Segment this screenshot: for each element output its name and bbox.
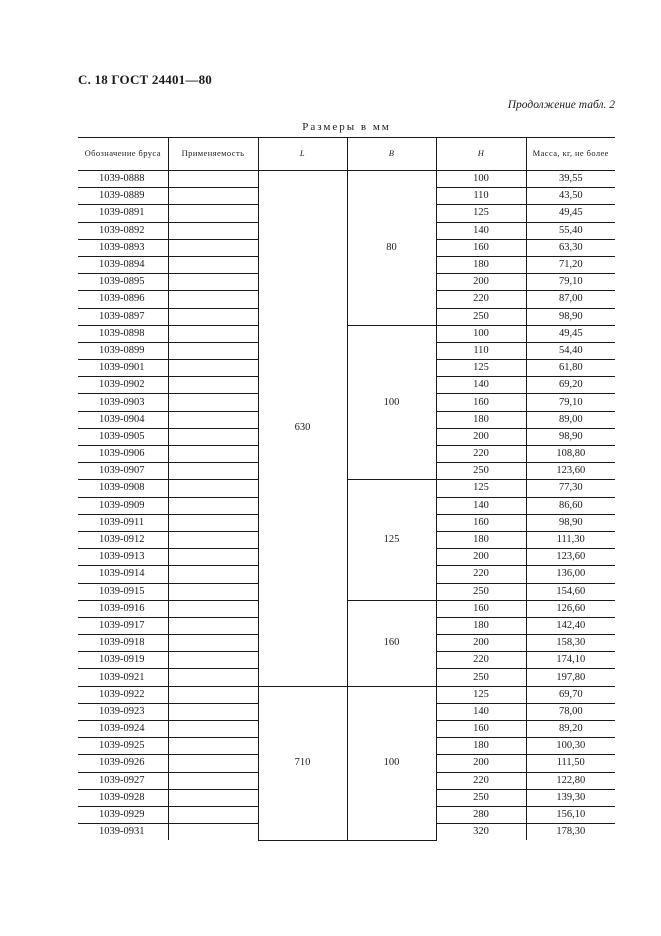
designation-cell: 1039-0904 xyxy=(78,411,168,428)
usage-cell xyxy=(168,806,258,823)
designation-cell: 1039-0918 xyxy=(78,635,168,652)
height-cell: 250 xyxy=(436,463,526,480)
table-row xyxy=(78,686,615,703)
mass-cell: 78,00 xyxy=(526,703,615,720)
height-cell: 100 xyxy=(436,171,526,188)
mass-cell: 111,50 xyxy=(526,755,615,772)
usage-cell xyxy=(168,703,258,720)
mass-cell: 49,45 xyxy=(526,205,615,222)
mass-cell: 54,40 xyxy=(526,342,615,359)
dimensions-table xyxy=(78,137,615,841)
designation-cell: 1039-0906 xyxy=(78,446,168,463)
designation-cell: 1039-0931 xyxy=(78,824,168,841)
usage-cell xyxy=(168,755,258,772)
designation-cell: 1039-0891 xyxy=(78,205,168,222)
usage-cell xyxy=(168,566,258,583)
table-row xyxy=(78,325,615,342)
designation-cell: 1039-0898 xyxy=(78,325,168,342)
usage-cell xyxy=(168,583,258,600)
designation-cell: 1039-0894 xyxy=(78,256,168,273)
height-cell: 220 xyxy=(436,652,526,669)
usage-cell xyxy=(168,669,258,686)
table-row xyxy=(78,171,615,188)
usage-cell xyxy=(168,411,258,428)
designation-cell: 1039-0919 xyxy=(78,652,168,669)
length-cell: 630 xyxy=(258,171,347,687)
designation-cell: 1039-0902 xyxy=(78,377,168,394)
mass-cell: 77,30 xyxy=(526,480,615,497)
designation-cell: 1039-0908 xyxy=(78,480,168,497)
usage-cell xyxy=(168,239,258,256)
height-cell: 160 xyxy=(436,239,526,256)
usage-cell xyxy=(168,446,258,463)
height-cell: 140 xyxy=(436,703,526,720)
height-cell: 125 xyxy=(436,686,526,703)
mass-cell: 98,90 xyxy=(526,514,615,531)
usage-cell xyxy=(168,394,258,411)
height-cell: 180 xyxy=(436,256,526,273)
usage-cell xyxy=(168,721,258,738)
header-height: H xyxy=(436,138,526,171)
usage-cell xyxy=(168,480,258,497)
mass-cell: 98,90 xyxy=(526,308,615,325)
usage-cell xyxy=(168,428,258,445)
mass-cell: 89,20 xyxy=(526,721,615,738)
usage-cell xyxy=(168,291,258,308)
designation-cell: 1039-0926 xyxy=(78,755,168,772)
height-cell: 280 xyxy=(436,806,526,823)
designation-cell: 1039-0893 xyxy=(78,239,168,256)
height-cell: 220 xyxy=(436,291,526,308)
designation-cell: 1039-0892 xyxy=(78,222,168,239)
height-cell: 140 xyxy=(436,497,526,514)
mass-cell: 158,30 xyxy=(526,635,615,652)
height-cell: 220 xyxy=(436,772,526,789)
designation-cell: 1039-0913 xyxy=(78,549,168,566)
height-cell: 320 xyxy=(436,824,526,841)
height-cell: 250 xyxy=(436,669,526,686)
designation-cell: 1039-0889 xyxy=(78,188,168,205)
designation-cell: 1039-0912 xyxy=(78,531,168,548)
mass-cell: 123,60 xyxy=(526,463,615,480)
table-row xyxy=(78,600,615,617)
mass-cell: 69,70 xyxy=(526,686,615,703)
page-header: С. 18 ГОСТ 24401—80 xyxy=(78,72,212,87)
height-cell: 160 xyxy=(436,394,526,411)
mass-cell: 139,30 xyxy=(526,789,615,806)
height-cell: 220 xyxy=(436,566,526,583)
mass-cell: 79,10 xyxy=(526,394,615,411)
mass-cell: 98,90 xyxy=(526,428,615,445)
designation-cell: 1039-0897 xyxy=(78,308,168,325)
usage-cell xyxy=(168,772,258,789)
height-cell: 250 xyxy=(436,583,526,600)
designation-cell: 1039-0929 xyxy=(78,806,168,823)
height-cell: 180 xyxy=(436,617,526,634)
usage-cell xyxy=(168,308,258,325)
designation-cell: 1039-0907 xyxy=(78,463,168,480)
table-continuation-note: Продолжение табл. 2 xyxy=(507,99,615,111)
usage-cell xyxy=(168,824,258,841)
mass-cell: 71,20 xyxy=(526,256,615,273)
usage-cell xyxy=(168,635,258,652)
height-cell: 100 xyxy=(436,325,526,342)
height-cell: 180 xyxy=(436,411,526,428)
mass-cell: 197,80 xyxy=(526,669,615,686)
width-cell: 80 xyxy=(347,171,436,326)
width-cell: 100 xyxy=(347,325,436,480)
width-cell: 160 xyxy=(347,600,436,686)
mass-cell: 69,20 xyxy=(526,377,615,394)
mass-cell: 156,10 xyxy=(526,806,615,823)
designation-cell: 1039-0917 xyxy=(78,617,168,634)
mass-cell: 86,60 xyxy=(526,497,615,514)
height-cell: 140 xyxy=(436,222,526,239)
mass-cell: 49,45 xyxy=(526,325,615,342)
mass-cell: 61,80 xyxy=(526,360,615,377)
height-cell: 125 xyxy=(436,360,526,377)
usage-cell xyxy=(168,342,258,359)
mass-cell: 63,30 xyxy=(526,239,615,256)
designation-cell: 1039-0928 xyxy=(78,789,168,806)
mass-cell: 136,00 xyxy=(526,566,615,583)
designation-cell: 1039-0911 xyxy=(78,514,168,531)
usage-cell xyxy=(168,377,258,394)
usage-cell xyxy=(168,686,258,703)
mass-cell: 142,40 xyxy=(526,617,615,634)
usage-cell xyxy=(168,617,258,634)
header-mass: Масса, кг, не более xyxy=(526,138,615,171)
usage-cell xyxy=(168,497,258,514)
designation-cell: 1039-0927 xyxy=(78,772,168,789)
designation-cell: 1039-0924 xyxy=(78,721,168,738)
usage-cell xyxy=(168,256,258,273)
designation-cell: 1039-0921 xyxy=(78,669,168,686)
designation-cell: 1039-0888 xyxy=(78,171,168,188)
designation-cell: 1039-0914 xyxy=(78,566,168,583)
height-cell: 160 xyxy=(436,600,526,617)
usage-cell xyxy=(168,360,258,377)
mass-cell: 174,10 xyxy=(526,652,615,669)
usage-cell xyxy=(168,549,258,566)
table-row xyxy=(78,480,615,497)
designation-cell: 1039-0915 xyxy=(78,583,168,600)
mass-cell: 108,80 xyxy=(526,446,615,463)
length-cell: 710 xyxy=(258,686,347,840)
mass-cell: 126,60 xyxy=(526,600,615,617)
mass-cell: 154,60 xyxy=(526,583,615,600)
mass-cell: 79,10 xyxy=(526,274,615,291)
mass-cell: 87,00 xyxy=(526,291,615,308)
height-cell: 200 xyxy=(436,274,526,291)
mass-cell: 111,30 xyxy=(526,531,615,548)
designation-cell: 1039-0903 xyxy=(78,394,168,411)
table-body xyxy=(78,171,615,841)
height-cell: 140 xyxy=(436,377,526,394)
designation-cell: 1039-0923 xyxy=(78,703,168,720)
usage-cell xyxy=(168,325,258,342)
height-cell: 160 xyxy=(436,721,526,738)
designation-cell: 1039-0895 xyxy=(78,274,168,291)
header-designation: Обозначение бруса xyxy=(78,138,168,171)
usage-cell xyxy=(168,463,258,480)
height-cell: 220 xyxy=(436,446,526,463)
width-cell: 100 xyxy=(347,686,436,840)
usage-cell xyxy=(168,531,258,548)
width-cell: 125 xyxy=(347,480,436,600)
designation-cell: 1039-0901 xyxy=(78,360,168,377)
usage-cell xyxy=(168,738,258,755)
usage-cell xyxy=(168,222,258,239)
mass-cell: 100,30 xyxy=(526,738,615,755)
designation-cell: 1039-0909 xyxy=(78,497,168,514)
units-caption: Размеры в мм xyxy=(302,121,391,133)
designation-cell: 1039-0905 xyxy=(78,428,168,445)
designation-cell: 1039-0916 xyxy=(78,600,168,617)
height-cell: 200 xyxy=(436,755,526,772)
mass-cell: 123,60 xyxy=(526,549,615,566)
designation-cell: 1039-0925 xyxy=(78,738,168,755)
usage-cell xyxy=(168,514,258,531)
height-cell: 110 xyxy=(436,188,526,205)
header-usage: Применяемость xyxy=(168,138,258,171)
height-cell: 250 xyxy=(436,789,526,806)
usage-cell xyxy=(168,188,258,205)
height-cell: 160 xyxy=(436,514,526,531)
usage-cell xyxy=(168,171,258,188)
height-cell: 110 xyxy=(436,342,526,359)
height-cell: 200 xyxy=(436,428,526,445)
designation-cell: 1039-0899 xyxy=(78,342,168,359)
usage-cell xyxy=(168,205,258,222)
header-length: L xyxy=(258,138,347,171)
usage-cell xyxy=(168,600,258,617)
height-cell: 250 xyxy=(436,308,526,325)
mass-cell: 178,30 xyxy=(526,824,615,841)
usage-cell xyxy=(168,789,258,806)
height-cell: 125 xyxy=(436,480,526,497)
mass-cell: 39,55 xyxy=(526,171,615,188)
mass-cell: 89,00 xyxy=(526,411,615,428)
mass-cell: 122,80 xyxy=(526,772,615,789)
height-cell: 200 xyxy=(436,549,526,566)
designation-cell: 1039-0896 xyxy=(78,291,168,308)
mass-cell: 55,40 xyxy=(526,222,615,239)
height-cell: 125 xyxy=(436,205,526,222)
height-cell: 180 xyxy=(436,531,526,548)
height-cell: 180 xyxy=(436,738,526,755)
table-header-row xyxy=(78,138,615,171)
header-width: B xyxy=(347,138,436,171)
designation-cell: 1039-0922 xyxy=(78,686,168,703)
usage-cell xyxy=(168,652,258,669)
height-cell: 200 xyxy=(436,635,526,652)
mass-cell: 43,50 xyxy=(526,188,615,205)
usage-cell xyxy=(168,274,258,291)
